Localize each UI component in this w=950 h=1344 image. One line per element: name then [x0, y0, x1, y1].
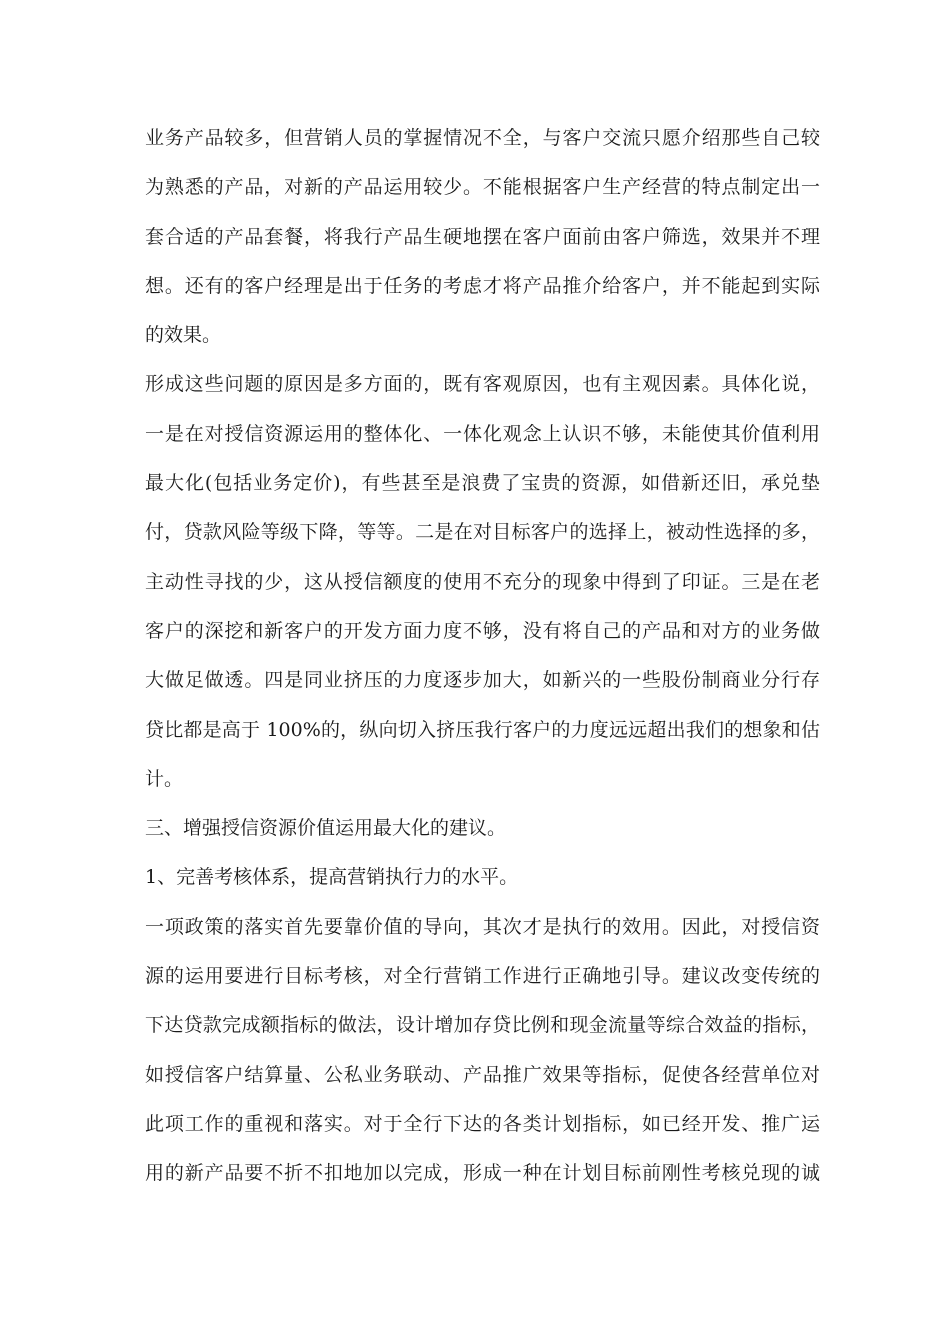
subsection-heading: 1、完善考核体系，提高营销执行力的水平。: [145, 866, 519, 889]
text-line: 贷比都是高于 100%的，纵向切入挤压我行客户的力度远远超出我们的想象和估: [145, 718, 820, 741]
text-line: 如授信客户结算量、公私业务联动、产品推广效果等指标，促使各经营单位对: [145, 1063, 820, 1086]
text-line: 此项工作的重视和落实。对于全行下达的各类计划指标，如已经开发、推广运: [145, 1112, 820, 1135]
document-body: [145, 118, 820, 1203]
text-line: 为熟悉的产品，对新的产品运用较少。不能根据客户生产经营的特点制定出一: [145, 176, 820, 199]
text-line: 业务产品较多，但营销人员的掌握情况不全，与客户交流只愿介绍那些自己较: [145, 127, 820, 149]
text-line: 想。还有的客户经理是出于任务的考虑才将产品推介给客户，并不能起到实际: [145, 274, 820, 297]
text-line: 一项政策的落实首先要靠价值的导向，其次才是执行的效用。因此，对授信资: [145, 915, 820, 938]
text-line: 套合适的产品套餐，将我行产品生硬地摆在客户面前由客户筛选，效果并不理: [145, 225, 820, 248]
text-line: 一是在对授信资源运用的整体化、一体化观念上认识不够，未能使其价值利用: [145, 422, 820, 445]
text-line: 源的运用要进行目标考核，对全行营销工作进行正确地引导。建议改变传统的: [145, 965, 820, 988]
section-heading: 三、增强授信资源价值运用最大化的建议。: [145, 817, 507, 840]
text-line: 下达贷款完成额指标的做法，设计增加存贷比例和现金流量等综合效益的指标，: [145, 1014, 820, 1037]
text-line: 最大化(包括业务定价)，有些甚至是浪费了宝贵的资源，如借新还旧，承兑垫: [145, 472, 820, 495]
text-line: 付，贷款风险等级下降，等等。二是在对目标客户的选择上，被动性选择的多，: [145, 521, 820, 544]
text-line: 计。: [145, 767, 184, 790]
text-line: 主动性寻找的少，这从授信额度的使用不充分的现象中得到了印证。三是在老: [145, 570, 820, 593]
text-line: 形成这些问题的原因是多方面的，既有客观原因，也有主观因素。具体化说，: [145, 373, 820, 396]
text-line: 用的新产品要不折不扣地加以完成，形成一种在计划目标前刚性考核兑现的诚: [145, 1162, 820, 1185]
text-line: 的效果。: [145, 324, 222, 347]
text-line: 客户的深挖和新客户的开发方面力度不够，没有将自己的产品和对方的业务做: [145, 619, 820, 642]
text-line: 大做足做透。四是同业挤压的力度逐步加大，如新兴的一些股份制商业分行存: [145, 669, 820, 692]
